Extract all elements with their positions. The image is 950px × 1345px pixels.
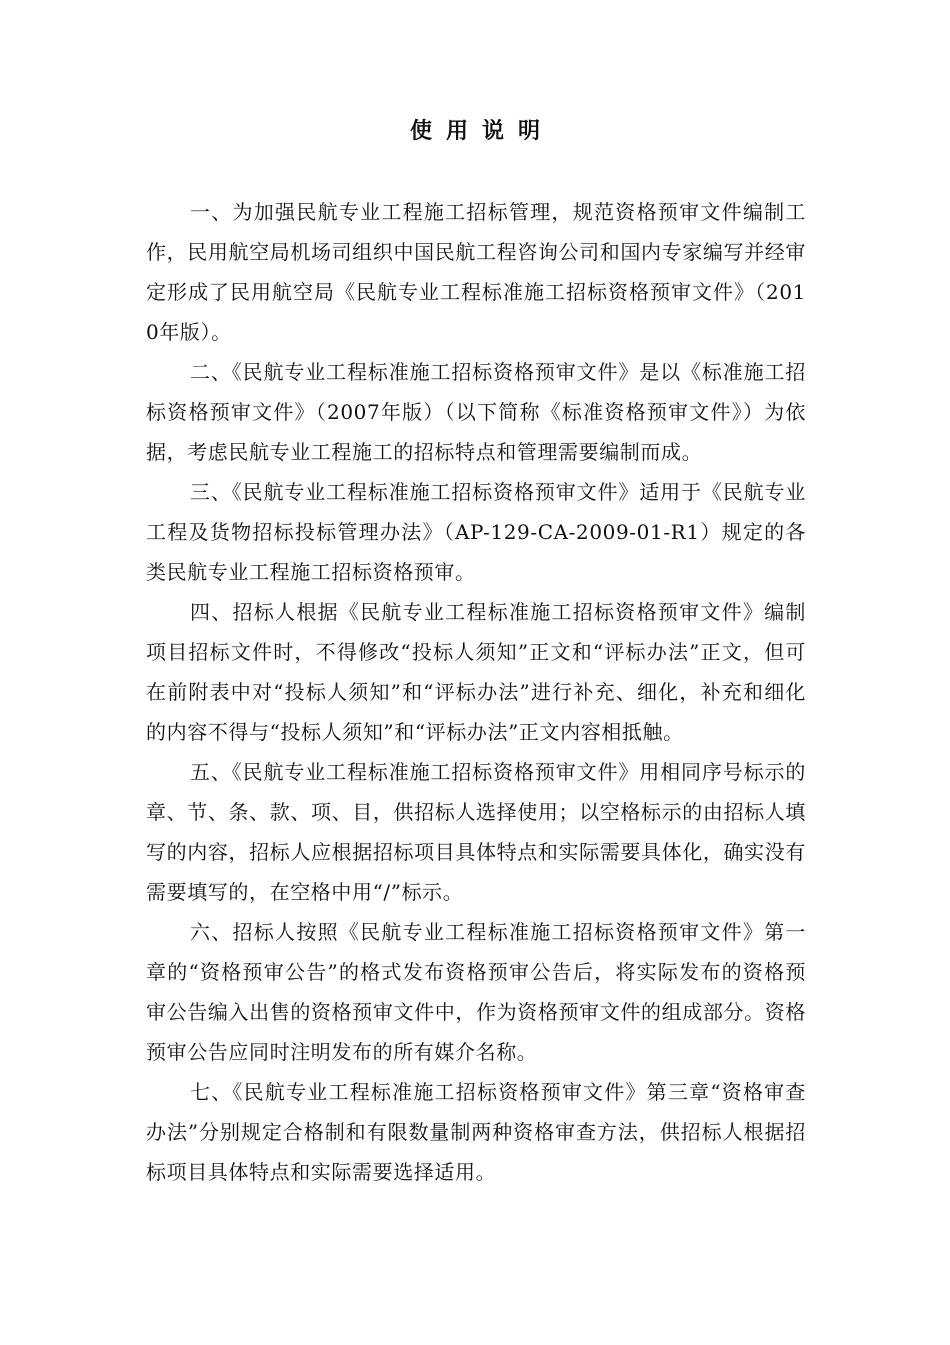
paragraph-1: 一、为加强民航专业工程施工招标管理，规范资格预审文件编制工作，民用航空局机场司组织中国民航工程咨询公司和国内专家编写并经审定形成了民用航空局《民航专业工程标准施工招标资格预审文件》（2010年版）。 — [146, 200, 806, 344]
paragraph-6: 六、招标人按照《民航专业工程标准施工招标资格预审文件》第一章的“资格预审公告”的格式发布资格预审公告后，将实际发布的资格预审公告编入出售的资格预审文件中，作为资格预审文件的组成部分。资格预审公告应同时注明发布的所有媒介名称。 — [146, 920, 806, 1064]
paragraph-5: 五、《民航专业工程标准施工招标资格预审文件》用相同序号标示的章、节、条、款、项、目，供招标人选择使用；以空格标示的由招标人填写的内容，招标人应根据招标项目具体特点和实际需要具体化，确实没有需要填写的，在空格中用“/”标示。 — [146, 760, 806, 904]
paragraph-4: 四、招标人根据《民航专业工程标准施工招标资格预审文件》编制项目招标文件时，不得修改“投标人须知”正文和“评标办法”正文，但可在前附表中对“投标人须知”和“评标办法”进行补充、细化，补充和细化的内容不得与“投标人须知”和“评标办法”正文内容相抵触。 — [146, 600, 806, 744]
paragraph-7: 七、《民航专业工程标准施工招标资格预审文件》第三章“资格审查办法”分别规定合格制和有限数量制两种资格审查方法，供招标人根据招标项目具体特点和实际需要选择适用。 — [146, 1080, 806, 1184]
page-title: 使用说明 — [409, 119, 554, 144]
document-body — [146, 192, 806, 1192]
paragraph-2: 二、《民航专业工程标准施工招标资格预审文件》是以《标准施工招标资格预审文件》（2007年版）（以下简称《标准资格预审文件》）为依据，考虑民航专业工程施工的招标特点和管理需要编制而成。 — [146, 360, 806, 464]
paragraph-3: 三、《民航专业工程标准施工招标资格预审文件》适用于《民航专业工程及货物招标投标管理办法》（AP-129-CA-2009-01-R1）规定的各类民航专业工程施工招标资格预审。 — [146, 480, 806, 584]
